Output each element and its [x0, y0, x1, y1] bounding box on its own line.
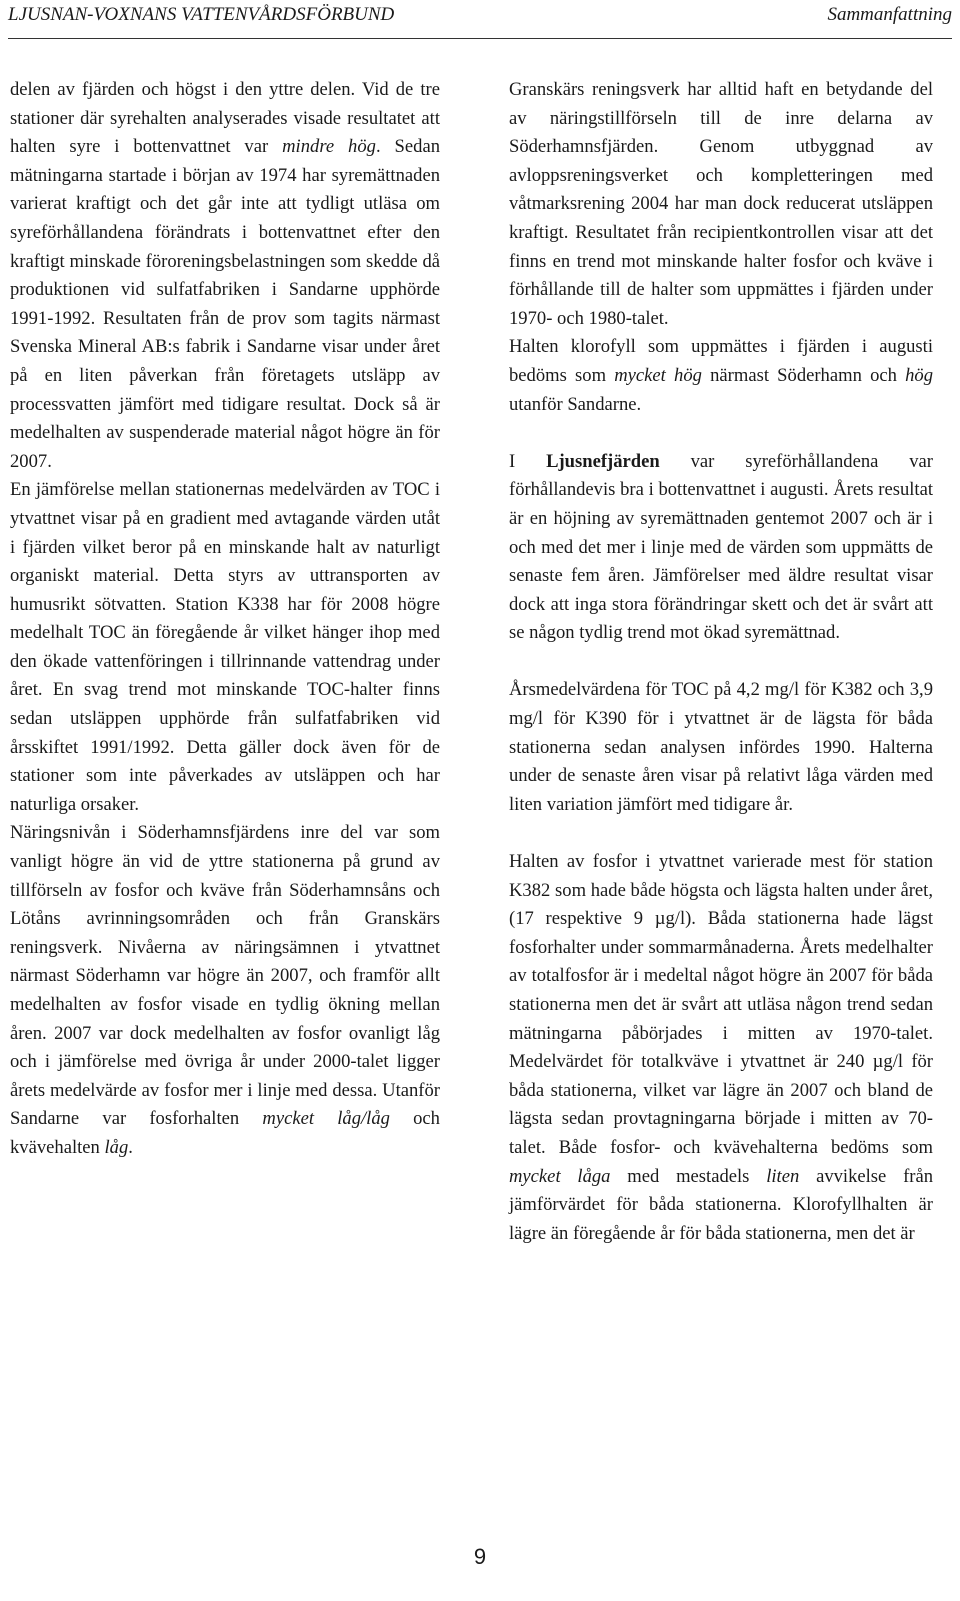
- text-run: Halten klorofyll som uppmättes i fjärden i augusti bedöms som: [509, 336, 933, 386]
- paragraph: [509, 848, 933, 1248]
- page-number: 9: [473, 1544, 487, 1569]
- right-column: [509, 76, 933, 1248]
- text-run: utanför Sandarne.: [509, 393, 642, 415]
- text-run: avvikelse från jämförvärdet för båda stationerna. Klorofyllhalten är lägre än föregående år för båda stationerna, men det är: [509, 1165, 934, 1244]
- text-run: delen av fjärden och högst i den yttre delen. Vid de tre stationer där syrehalten analyserades visade resultatet att halten syre i bottenvattnet var: [10, 79, 440, 158]
- text-run: I: [509, 450, 547, 472]
- header-organization: LJUSNAN-VOXNANS VATTENVÅRDSFÖRBUND: [8, 4, 395, 25]
- paragraph: [509, 448, 933, 648]
- text-run: Årsmedelvärdena för TOC på 4,2 mg/l för K382 och 3,9 mg/l för K390 för i ytvattnet är de lägsta för båda stationerna sedan analysen infördes 1990. Halterna under de senaste åren visar på relativt låga värden med liten variation jämfört med tidigare år.: [509, 679, 933, 815]
- text-run: En jämförelse mellan stationernas medelvärden av TOC i ytvattnet visar på en gradient med avtagande värden utåt i fjärden vilket beror på en minskande halt av naturligt organiskt material. Detta styrs av uttransporten av humusrikt sötvatten. Station K338 har för 2008 högre medelhalt TOC än föregående år vilket hänger ihop med den ökade vattenföringen i tillrinnande vattendrag under året. En svag trend mot minskande TOC-halter finns sedan utsläppen upphörde från sulfatfabriken vid årsskiftet 1991/1992. Detta gäller dock även för de stationer som inte påverkades av utsläppen och har naturliga orsaker.: [10, 479, 440, 815]
- emphasized-text: mycket låga: [509, 1165, 611, 1187]
- emphasized-text: mindre hög: [282, 136, 376, 158]
- header-section: Sammanfattning: [827, 4, 952, 25]
- bold-text: Ljusnefjärden: [546, 450, 660, 472]
- text-run: Granskärs reningsverk har alltid haft en betydande del av näringstillförseln till de inre delarna av Söderhamnsfjärden. Genom utbyggnad av avloppsreningsverket och kompletteringen med våtmarksrening 2004 har man dock reducerat utsläppen kraftigt. Resultatet från recipientkontrollen visar att det finns en trend mot minskande halter fosfor och kväve i förhållande till de halter som uppmättes i fjärden under 1970- och 1980-talet.: [509, 79, 933, 329]
- text-run: närmast Söderhamn och: [701, 364, 906, 386]
- text-run: Näringsnivån i Söderhamnsfjärdens inre del var som vanligt högre än vid de yttre stationerna på grund av tillförseln av fosfor och kväve från Söderhamnsåns och Lötåns avrinningsområden och från Granskärs reningsverk. Nivåerna av näringsämnen i ytvattnet närmast Söderhamn var högre än 2007, och framför allt medelhalten av fosfor visade en tydlig ökning mellan åren. 2007 var dock medelhalten av fosfor ovanligt låg och i jämförelse med övriga år under 2000-talet ligger årets medelvärde av fosfor mer i linje med dessa. Utanför Sandarne var fosforhalten: [10, 822, 440, 1130]
- emphasized-text: mycket låg/låg: [262, 1108, 390, 1130]
- paragraph: [10, 476, 440, 819]
- text-run: . Sedan mätningarna startade i början av 1974 har syremättnaden varierat kraftigt och det går inte att tydligt utläsa om syreförhållandena förändrats i bottenvattnet efter den kraftigt minskade föroreningsbelastningen som skedde då produktionen vid sulfatfabriken i Sandarne upphörde 1991-1992. Resultaten från de prov som tagits närmast Svenska Mineral AB:s fabrik i Sandarne visar under året på en liten påverkan från företagets utsläpp av processvatten jämfört med tidigare resultat. Dock så är medelhalten av suspenderade material något högre än för 2007.: [10, 136, 440, 472]
- text-run: och kvävehalten: [10, 1108, 440, 1158]
- paragraph: [10, 76, 440, 476]
- emphasized-text: låg: [104, 1136, 129, 1158]
- paragraph: [10, 819, 440, 1162]
- paragraph: [509, 676, 933, 819]
- paragraph: [509, 76, 933, 333]
- left-column: [10, 76, 440, 1163]
- text-run: Halten av fosfor i ytvattnet varierade mest för station K382 som hade både högsta och lägsta halten under året, (17 respektive 9 µg/l). Båda stationerna hade lägst fosforhalter under sommarmånaderna. Årets medelhalter av totalfosfor är i medeltal något högre än 2007 för båda stationerna men det är svårt att utläsa någon trend sedan mätningarna påbörjades i mitten av 1970-talet. Medelvärdet för totalkväve i ytvattnet är 240 µg/l för båda stationerna, vilket var lägre än 2007 och bland de lägsta sedan provtagningarna började i mitten av 70-talet. Både fosfor- och kvävehalterna bedöms som: [509, 851, 933, 1158]
- text-run: .: [128, 1136, 133, 1158]
- emphasized-text: mycket hög: [614, 364, 702, 386]
- emphasized-text: hög: [905, 364, 933, 386]
- page-header: [8, 0, 952, 39]
- text-run: med mestadels: [610, 1165, 767, 1187]
- text-run: var syreförhållandena var förhållandevis bra i bottenvattnet i augusti. Årets resultat är en höjning av syremättnaden gentemot 2007 och är i och med det mer i linje med de värden som uppmätts de senaste fem åren. Jämförelser med äldre resultat visar dock att inga stora förändringar skett och det är svårt att se någon tydlig trend mot ökad syremättnad.: [509, 450, 934, 644]
- paragraph: [509, 333, 933, 419]
- emphasized-text: liten: [766, 1165, 800, 1187]
